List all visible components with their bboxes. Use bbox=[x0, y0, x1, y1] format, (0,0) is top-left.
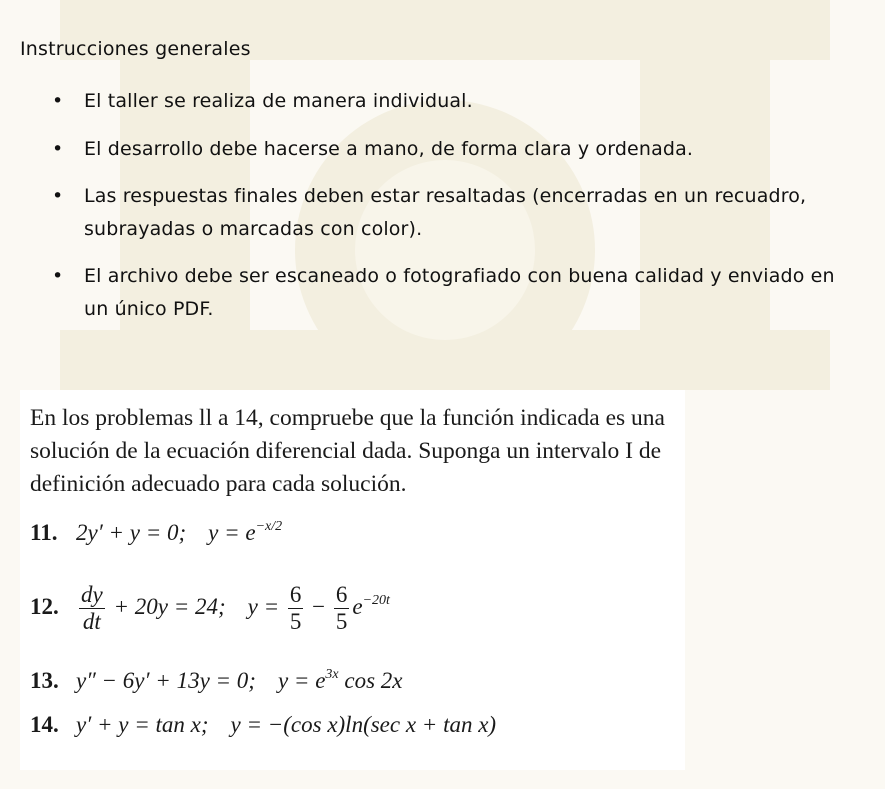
list-item bbox=[52, 84, 852, 118]
solution-exponent: −x/2 bbox=[255, 519, 283, 534]
problem-number: 11. bbox=[30, 520, 58, 545]
fraction-denominator: dt bbox=[82, 609, 101, 634]
minus-sign: − bbox=[312, 593, 326, 619]
instruction-text: El taller se realiza de manera individual. bbox=[84, 90, 473, 112]
instruction-text: El desarrollo debe hacerse a mano, de forma clara y ordenada. bbox=[84, 138, 694, 160]
solution-rest: cos 2x bbox=[344, 668, 403, 693]
bullet: • bbox=[52, 90, 64, 112]
solution-fraction bbox=[334, 582, 350, 635]
solution-lhs: y = bbox=[247, 593, 280, 619]
instruction-text: Las respuestas finales deben estar resaltadas (encerradas en un recuadro, subrayadas o marcadas con color). bbox=[84, 185, 807, 240]
problem-number: 13. bbox=[30, 668, 59, 693]
problem-equation: 2y′ + y = 0; bbox=[76, 520, 187, 545]
bullet: • bbox=[52, 265, 64, 287]
problem-12 bbox=[30, 582, 390, 635]
instruction-text: El archivo debe ser escaneado o fotografiado con buena calidad y enviado en un único PDF. bbox=[84, 265, 835, 320]
problem-solution: y = e bbox=[277, 668, 326, 693]
fraction-denominator: 5 bbox=[335, 609, 348, 634]
problem-number: 14. bbox=[30, 712, 59, 737]
solution-exponent: 3x bbox=[325, 667, 339, 682]
problems-panel bbox=[20, 390, 685, 770]
solution-fraction bbox=[288, 582, 304, 635]
fraction-denominator: 5 bbox=[289, 609, 302, 634]
fraction-numerator: 6 bbox=[289, 582, 302, 607]
derivative-fraction bbox=[79, 582, 105, 635]
fraction-numerator: 6 bbox=[335, 582, 348, 607]
problem-14 bbox=[30, 712, 496, 738]
list-item bbox=[52, 260, 852, 326]
instructions-title: Instrucciones generales bbox=[20, 38, 251, 60]
bullet: • bbox=[52, 185, 64, 207]
problem-solution: y = −(cos x)ln(sec x + tan x) bbox=[230, 712, 497, 737]
list-item bbox=[52, 132, 852, 166]
problem-number: 12. bbox=[30, 593, 59, 619]
fraction-numerator: dy bbox=[81, 582, 103, 607]
exponential-base: e bbox=[352, 593, 363, 619]
bullet: • bbox=[52, 138, 64, 160]
solution-exponent: −20t bbox=[362, 592, 390, 608]
problem-solution: y = e bbox=[208, 520, 256, 545]
problem-equation: y′ + y = tan x; bbox=[76, 712, 209, 737]
list-item bbox=[52, 180, 852, 246]
problem-11 bbox=[30, 519, 282, 546]
problem-equation: + 20y = 24; bbox=[113, 593, 226, 619]
problems-intro: En los problemas ll a 14, compruebe que la función indicada es una solución de la ecuación diferencial dada. Suponga un intervalo I de definición adecuado para cada solución. bbox=[30, 405, 665, 497]
instructions-list bbox=[52, 84, 852, 340]
problem-equation: y″ − 6y′ + 13y = 0; bbox=[76, 668, 256, 693]
problem-13 bbox=[30, 667, 403, 694]
